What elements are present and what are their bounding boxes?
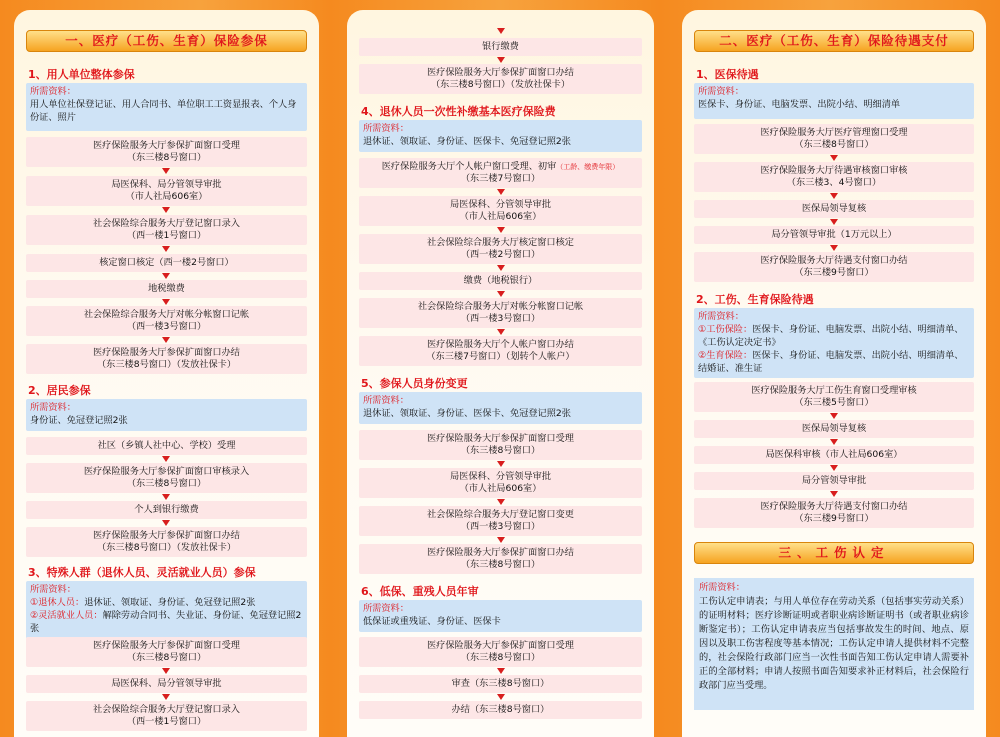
flow-step [359,506,642,536]
section-banner-enrollment: 一、医疗（工伤、生育）保险参保 [26,30,307,52]
flow-step-line2: （东三楼8号窗口）（发放社保卡） [430,79,571,90]
flow-step [694,446,974,464]
flow-step-line2: （东三楼8号窗口）（发放社保卡） [96,359,237,370]
section-title-status-change: 5、参保人员身份变更 [361,377,468,390]
flow-step-line2: （西一楼3号窗口） [460,521,541,532]
injury-insurance-materials: 医保卡、身份证、电脑发票、出院小结、明细清单、《工伤认定决定书》 [698,324,964,348]
flow-step [359,468,642,498]
flow-step [26,215,307,245]
flow-arrow-icon [830,491,838,497]
required-materials-label: 所需资料： [30,402,76,413]
flow-step [359,336,642,366]
flow-step [694,472,974,490]
flow-arrow-icon [497,694,505,700]
flow-arrow-icon [497,265,505,271]
flexible-employment-materials: 解除劳动合同书、失业证、身份证、免冠登记照2张 [30,610,302,634]
required-materials-employer [26,83,307,131]
flow-step-line1: 社会保险综合服务大厅核定窗口核定 [427,236,574,248]
flow-step [359,544,642,574]
flow-step-line1: 医疗保险服务大厅参保扩面窗口受理 [93,639,240,651]
flow-step-line1: 局分管领导审批（1万元以上） [771,228,897,240]
flow-step [359,637,642,667]
flow-step [694,382,974,412]
flow-arrow-icon [162,520,170,526]
flow-step-line1: 社会保险综合服务大厅对帐分帐窗口记帐 [83,308,250,320]
flow-step-line2: （东三楼7号窗口） [460,173,541,184]
flexible-employment-label: ②灵活就业人员： [30,610,103,621]
flow-step-line1: 局医保科审核（市人社局606室） [765,448,903,460]
flow-step-line1: 办结（东三楼8号窗口） [451,703,550,715]
flow-arrow-icon [830,413,838,419]
required-materials-label: 所需资料： [698,86,744,97]
flow-step [26,137,307,167]
flow-step-line1: 医疗保险服务大厅参保扩面窗口受理 [93,139,240,151]
flow-step-line1: 社会保险综合服务大厅登记窗口变更 [427,508,574,520]
flow-arrow-icon [497,227,505,233]
flow-step [694,200,974,218]
flow-step-line1: 医保局领导复核 [801,202,867,214]
flow-step-line1: 医疗保险服务大厅参保扩面窗口办结 [427,546,574,558]
flow-step-line1: 医疗保险服务大厅参保扩面窗口受理 [427,639,574,651]
flow-arrow-icon [162,494,170,500]
flow-step-line1: 医疗保险服务大厅参保扩面窗口办结 [93,529,240,541]
flow-step-line1: 社会保险综合服务大厅登记窗口录入 [93,703,240,715]
flow-arrow-icon [162,456,170,462]
flow-step-line1: 医疗保险服务大厅参保扩面窗口受理 [427,432,574,444]
flow-step [359,196,642,226]
flow-step [26,306,307,336]
flow-arrow-icon [830,155,838,161]
flow-step-line1: 局医保科、分管领导审批 [449,198,552,210]
flow-arrow-icon [497,57,505,63]
flow-arrow-icon [497,668,505,674]
required-materials-label: 所需资料： [363,123,409,134]
flow-arrow-icon [497,461,505,467]
required-materials-text: 身份证、免冠登记照2张 [30,415,128,426]
flow-step-line1: 医疗保险服务大厅待遇支付窗口办结 [760,254,908,266]
flow-step [359,675,642,693]
required-materials-label: 所需资料： [698,311,744,322]
flow-step-line1: 核定窗口核定（西一楼2号窗口） [99,256,234,268]
required-materials-resident [26,399,307,431]
flow-step [359,234,642,264]
flow-step [26,463,307,493]
flow-step [359,38,642,56]
flow-arrow-icon [497,291,505,297]
required-materials-label: 所需资料： [363,395,409,406]
flow-arrow-icon [830,465,838,471]
flow-arrow-icon [162,246,170,252]
flow-step [694,420,974,438]
flow-step-line1: 社区（乡镇人社中心、学校）受理 [97,439,236,451]
maternity-insurance-materials: 医保卡、身份证、电脑发票、出院小结、明细清单、结婚证、准生证 [698,350,964,374]
flow-arrow-icon [497,537,505,543]
flow-step [26,437,307,455]
required-materials-text: 退休证、领取证、身份证、医保卡、免冠登记照2张 [363,408,571,419]
flow-step-line2: （东三楼3、4号窗口） [786,177,882,188]
flow-step-line2: （西一楼3号窗口） [126,321,207,332]
flow-step-line1: 银行缴费 [482,40,519,52]
flow-step-line1: 医疗保险服务大厅参保扩面窗口办结 [93,346,240,358]
flow-step [26,701,307,731]
flow-step-line1: 局医保科、局分管领导审批 [111,178,222,190]
flow-arrow-icon [497,189,505,195]
flow-step [26,527,307,557]
flow-step-line1: 局医保科、分管领导审批 [449,470,552,482]
flow-arrow-icon [830,245,838,251]
maternity-insurance-label: ②生育保险： [698,350,753,361]
flow-step-line2: （西一楼1号窗口） [126,230,207,241]
required-materials-medical [694,83,974,119]
required-materials-label: 所需资料： [30,86,76,97]
flow-step-line1: 社会保险综合服务大厅登记窗口录入 [93,217,240,229]
flow-arrow-icon [162,299,170,305]
section-title-medical-benefits: 1、医保待遇 [696,68,759,81]
flow-step [26,637,307,667]
required-materials-special [26,581,307,639]
flow-step [26,675,307,693]
flow-step-line1: 医保局领导复核 [801,422,867,434]
required-materials-label: 所需资料： [363,603,409,614]
middle-panel [347,10,654,737]
flow-step-line1: 地税缴费 [148,282,185,294]
flow-arrow-icon [162,694,170,700]
flow-step-line1: 医疗保险服务大厅医疗管理窗口受理 [760,126,908,138]
flow-step-line2: （东三楼8号窗口） [126,478,207,489]
flow-step-line1: 医疗保险服务大厅待遇审核窗口审核 [760,164,908,176]
required-materials-text: 用人单位社保登记证、用人合同书、单位职工工资显报表、个人身份证、照片 [30,99,297,123]
flow-step [694,252,974,282]
section-title-special-groups: 3、特殊人群（退休人员、灵活就业人员）参保 [28,566,256,579]
flow-step-line2: （西一楼3号窗口） [460,313,541,324]
flow-step [359,298,642,328]
flow-step-line2: （市人社局606室） [459,483,542,494]
required-materials-text: 退休证、领取证、身份证、医保卡、免冠登记照2张 [363,136,571,147]
flow-arrow-icon [830,219,838,225]
flow-arrow-icon [497,28,505,34]
section-title-employer-enrollment: 1、用人单位整体参保 [28,68,135,81]
required-materials-status-change [359,392,642,424]
flow-step-line2: （东三楼8号窗口）（发放社保卡） [96,542,237,553]
flow-step [694,124,974,154]
flow-step-line2: （东三楼9号窗口） [794,267,874,278]
injury-insurance-label: ①工伤保险： [698,324,753,335]
section-banner-injury-recognition: 三、工伤认定 [694,542,974,564]
injury-recognition-materials [694,578,974,710]
section-title-retiree-supplement: 4、退休人员一次性补缴基本医疗保险费 [361,105,556,118]
flow-step-line1: 局医保科、局分管领导审批 [111,677,222,689]
flow-step [26,254,307,272]
flow-step-line1: 个人到银行缴费 [134,503,199,515]
flow-arrow-icon [162,207,170,213]
flow-arrow-icon [830,193,838,199]
retiree-label: ①退休人员： [30,597,85,608]
flow-step [26,280,307,298]
flow-step [694,162,974,192]
flow-step-line2: （东三楼8号窗口） [460,445,541,456]
flow-step-line1: 缴费（地税银行） [463,274,538,286]
required-materials-retiree-supplement [359,120,642,152]
flow-step-line2: （东三楼8号窗口） [460,559,541,570]
required-materials-label: 所需资料： [30,584,76,595]
flow-step-note: （工龄、缴费年限） [556,162,620,171]
flow-step [359,64,642,94]
flow-step-line2: （西一楼2号窗口） [460,249,541,260]
flow-step-line1: 社会保险综合服务大厅对帐分帐窗口记帐 [417,300,584,312]
flow-step-line1: 医疗保险服务大厅待遇支付窗口办结 [760,500,908,512]
retiree-materials: 退休证、领取证、身份证、免冠登记照2张 [84,597,256,608]
section-title-injury-maternity: 2、工伤、生育保险待遇 [696,293,814,306]
flow-step-line2: （东三楼9号窗口） [794,513,874,524]
section-title-resident-enrollment: 2、居民参保 [28,384,91,397]
section-banner-benefits: 二、医疗（工伤、生育）保险待遇支付 [694,30,974,52]
flow-step-line1: 医疗保险服务大厅个人帐户窗口办结 [427,338,574,350]
flow-arrow-icon [497,329,505,335]
flow-step-line1: 医疗保险服务大厅参保扩面窗口办结 [427,66,574,78]
left-panel [14,10,319,737]
flow-step-line2: （东三楼8号窗口） [460,652,541,663]
flow-step-line2: （西一楼1号窗口） [126,716,207,727]
flow-step [26,176,307,206]
flow-step [359,430,642,460]
section-title-annual-review: 6、低保、重残人员年审 [361,585,479,598]
flow-step [359,272,642,290]
flow-step-line1 [359,161,642,174]
required-materials-label: 所需资料： [699,582,745,593]
flow-arrow-icon [162,337,170,343]
flow-arrow-icon [497,499,505,505]
flow-step-line2: （市人社局606室） [459,211,542,222]
required-materials-text: 低保证或重残证、身份证、医保卡 [363,616,501,627]
flow-step-line1: 局分管领导审批 [801,474,867,486]
flow-arrow-icon [162,273,170,279]
flow-step-line2: （东三楼5号窗口） [794,397,874,408]
flow-arrow-icon [830,439,838,445]
flow-step-line2: （市人社局606室） [125,191,208,202]
right-panel [682,10,986,737]
flow-step-line1: 审查（东三楼8号窗口） [451,677,550,689]
flow-step-line2: （东三楼7号窗口）（划转个人帐户） [426,351,575,362]
flow-step [26,501,307,519]
required-materials-text: 工伤认定申请表；与用人单位存在劳动关系（包括事实劳动关系）的证明材料；医疗诊断证明或者职业病诊断证明书（或者职业病诊断鉴定书）；工伤认定申请表应当包括事故发生的时间、地点、原因以及职工伤害程度等基本情况；工伤认定申请人提供材料不完整的，社会保险行政部门应当一次性书面告知工伤认定申请人需要补正的全部材料；申请人按照书面告知要求补正材料后，社会保险行政部门应当受理。 [699,596,969,691]
required-materials-annual-review [359,600,642,632]
flow-step-line1: 医疗保险服务大厅参保扩面窗口审核录入 [83,465,250,477]
flow-step-line1-text: 医疗保险服务大厅个人帐户窗口受理、初审 [381,160,557,172]
required-materials-text: 医保卡、身份证、电脑发票、出院小结、明细清单 [698,99,901,110]
required-materials-injury-maternity [694,308,974,378]
flow-step-line1: 医疗保险服务大厅工伤生育窗口受理审核 [751,384,917,396]
flow-step [359,158,642,188]
flow-step-line2: （东三楼8号窗口） [126,152,207,163]
flow-step [694,226,974,244]
flow-step-line2: （东三楼8号窗口） [794,139,874,150]
flow-arrow-icon [162,168,170,174]
flow-step-line2: （东三楼8号窗口） [126,652,207,663]
flow-step [359,701,642,719]
flow-arrow-icon [162,668,170,674]
flow-step [694,498,974,528]
flow-step [26,344,307,374]
